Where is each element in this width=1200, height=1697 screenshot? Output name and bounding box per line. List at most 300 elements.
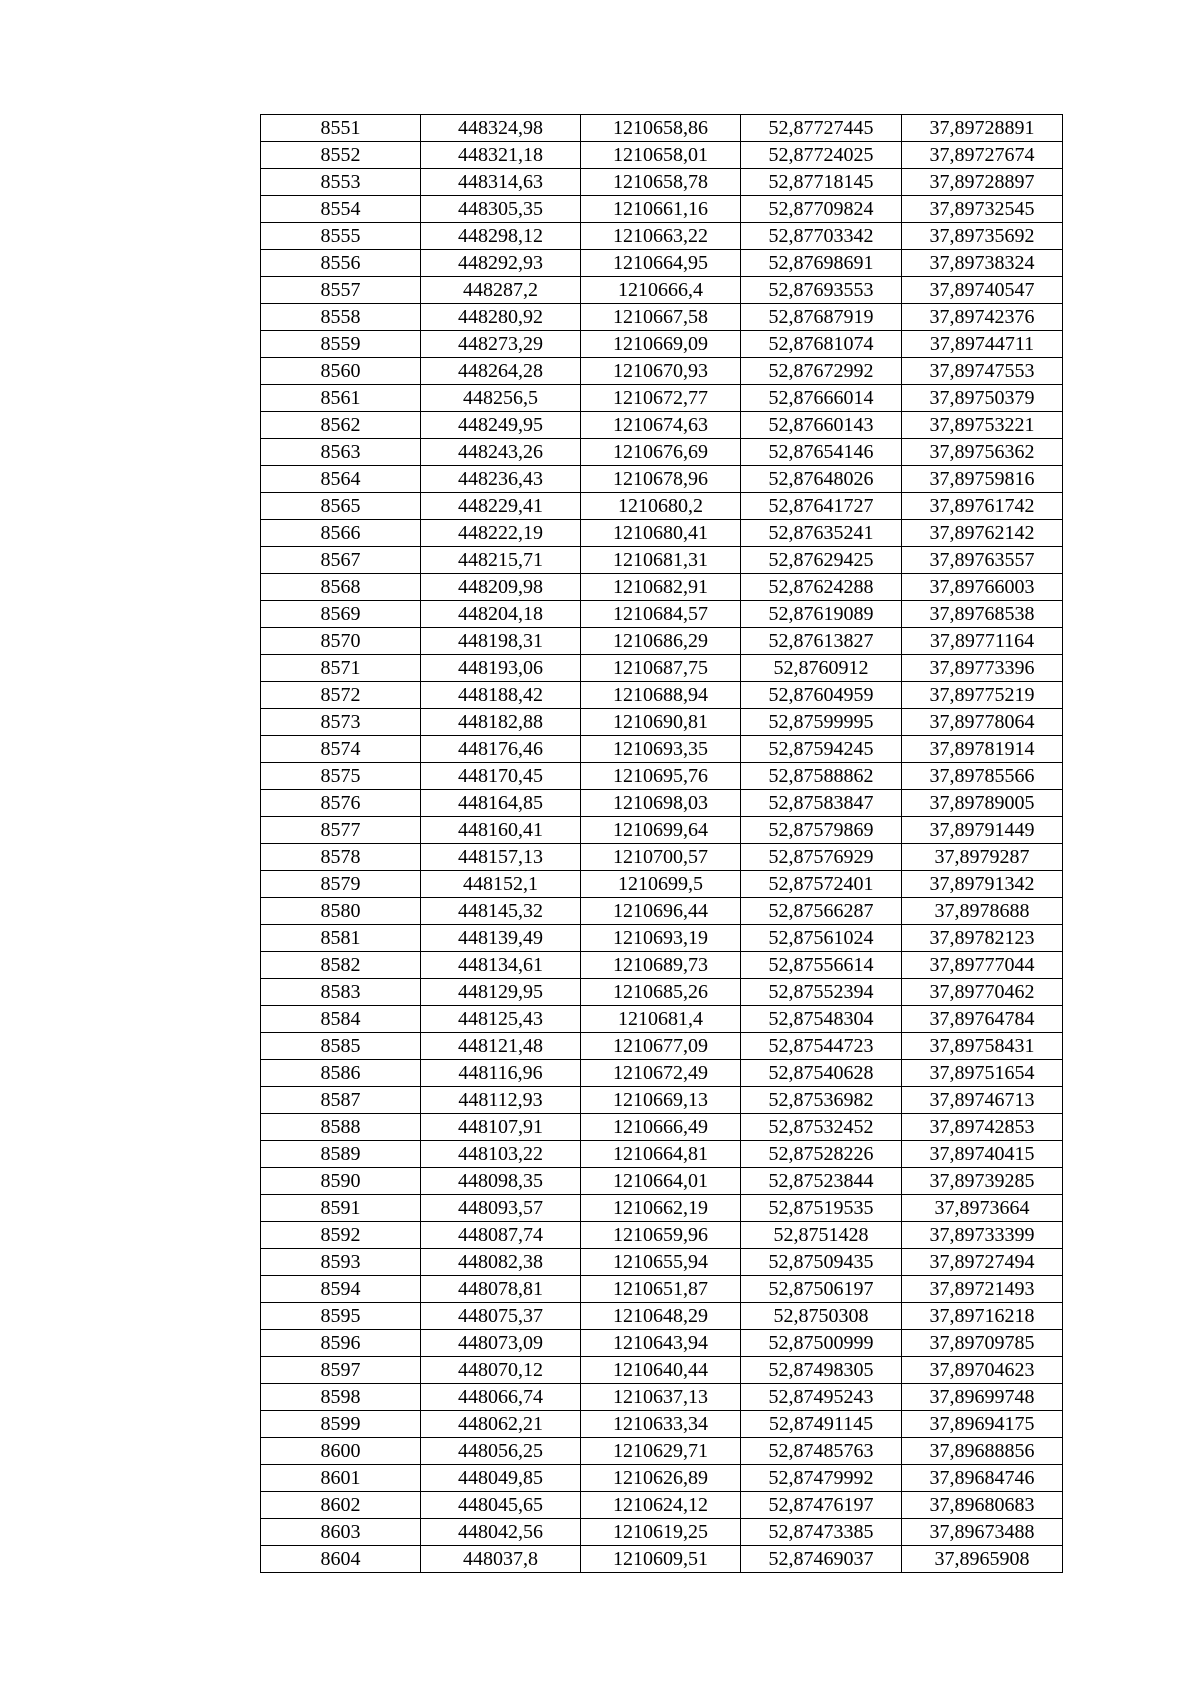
- point-number-cell: 8561: [261, 385, 421, 412]
- longitude-cell: 37,89763557: [902, 547, 1063, 574]
- longitude-cell: 37,89740547: [902, 277, 1063, 304]
- x-coordinate-cell: 448157,13: [421, 844, 581, 871]
- y-coordinate-cell: 1210693,35: [581, 736, 741, 763]
- y-coordinate-cell: 1210669,09: [581, 331, 741, 358]
- y-coordinate-cell: 1210666,49: [581, 1114, 741, 1141]
- longitude-cell: 37,89744711: [902, 331, 1063, 358]
- latitude-cell: 52,87532452: [741, 1114, 902, 1141]
- y-coordinate-cell: 1210664,95: [581, 250, 741, 277]
- point-number-cell: 8560: [261, 358, 421, 385]
- x-coordinate-cell: 448134,61: [421, 952, 581, 979]
- longitude-cell: 37,89770462: [902, 979, 1063, 1006]
- x-coordinate-cell: 448098,35: [421, 1168, 581, 1195]
- point-number-cell: 8573: [261, 709, 421, 736]
- latitude-cell: 52,87599995: [741, 709, 902, 736]
- point-number-cell: 8604: [261, 1546, 421, 1573]
- point-number-cell: 8569: [261, 601, 421, 628]
- y-coordinate-cell: 1210626,89: [581, 1465, 741, 1492]
- point-number-cell: 8553: [261, 169, 421, 196]
- longitude-cell: 37,89777044: [902, 952, 1063, 979]
- table-row: [261, 358, 1063, 385]
- table-row: [261, 547, 1063, 574]
- longitude-cell: 37,89781914: [902, 736, 1063, 763]
- latitude-cell: 52,87572401: [741, 871, 902, 898]
- table-row: [261, 1222, 1063, 1249]
- table-row: [261, 952, 1063, 979]
- table-row: [261, 223, 1063, 250]
- table-row: [261, 1249, 1063, 1276]
- x-coordinate-cell: 448075,37: [421, 1303, 581, 1330]
- y-coordinate-cell: 1210667,58: [581, 304, 741, 331]
- x-coordinate-cell: 448145,32: [421, 898, 581, 925]
- table-row: [261, 628, 1063, 655]
- x-coordinate-cell: 448324,98: [421, 115, 581, 142]
- x-coordinate-cell: 448056,25: [421, 1438, 581, 1465]
- x-coordinate-cell: 448188,42: [421, 682, 581, 709]
- x-coordinate-cell: 448182,88: [421, 709, 581, 736]
- point-number-cell: 8595: [261, 1303, 421, 1330]
- table-row: [261, 1492, 1063, 1519]
- point-number-cell: 8555: [261, 223, 421, 250]
- x-coordinate-cell: 448160,41: [421, 817, 581, 844]
- latitude-cell: 52,87588862: [741, 763, 902, 790]
- y-coordinate-cell: 1210663,22: [581, 223, 741, 250]
- y-coordinate-cell: 1210658,86: [581, 115, 741, 142]
- longitude-cell: 37,89735692: [902, 223, 1063, 250]
- longitude-cell: 37,8973664: [902, 1195, 1063, 1222]
- table-row: [261, 1546, 1063, 1573]
- x-coordinate-cell: 448204,18: [421, 601, 581, 628]
- longitude-cell: 37,89742853: [902, 1114, 1063, 1141]
- latitude-cell: 52,87629425: [741, 547, 902, 574]
- longitude-cell: 37,89688856: [902, 1438, 1063, 1465]
- x-coordinate-cell: 448287,2: [421, 277, 581, 304]
- y-coordinate-cell: 1210633,34: [581, 1411, 741, 1438]
- point-number-cell: 8596: [261, 1330, 421, 1357]
- y-coordinate-cell: 1210659,96: [581, 1222, 741, 1249]
- table-row: [261, 817, 1063, 844]
- table-row: [261, 412, 1063, 439]
- y-coordinate-cell: 1210666,4: [581, 277, 741, 304]
- latitude-cell: 52,87727445: [741, 115, 902, 142]
- table-row: [261, 1141, 1063, 1168]
- point-number-cell: 8567: [261, 547, 421, 574]
- latitude-cell: 52,87540628: [741, 1060, 902, 1087]
- table-row: [261, 1330, 1063, 1357]
- table-row: [261, 1033, 1063, 1060]
- latitude-cell: 52,87604959: [741, 682, 902, 709]
- y-coordinate-cell: 1210680,2: [581, 493, 741, 520]
- latitude-cell: 52,87473385: [741, 1519, 902, 1546]
- latitude-cell: 52,87648026: [741, 466, 902, 493]
- y-coordinate-cell: 1210677,09: [581, 1033, 741, 1060]
- table-row: [261, 1195, 1063, 1222]
- x-coordinate-cell: 448121,48: [421, 1033, 581, 1060]
- point-number-cell: 8586: [261, 1060, 421, 1087]
- longitude-cell: 37,89733399: [902, 1222, 1063, 1249]
- x-coordinate-cell: 448082,38: [421, 1249, 581, 1276]
- latitude-cell: 52,87556614: [741, 952, 902, 979]
- latitude-cell: 52,87506197: [741, 1276, 902, 1303]
- latitude-cell: 52,87548304: [741, 1006, 902, 1033]
- table-row: [261, 709, 1063, 736]
- y-coordinate-cell: 1210672,77: [581, 385, 741, 412]
- table-row: [261, 763, 1063, 790]
- y-coordinate-cell: 1210681,4: [581, 1006, 741, 1033]
- longitude-cell: 37,89694175: [902, 1411, 1063, 1438]
- point-number-cell: 8589: [261, 1141, 421, 1168]
- x-coordinate-cell: 448116,96: [421, 1060, 581, 1087]
- longitude-cell: 37,89778064: [902, 709, 1063, 736]
- latitude-cell: 52,87528226: [741, 1141, 902, 1168]
- longitude-cell: 37,89746713: [902, 1087, 1063, 1114]
- table-row: [261, 1357, 1063, 1384]
- latitude-cell: 52,87523844: [741, 1168, 902, 1195]
- point-number-cell: 8597: [261, 1357, 421, 1384]
- point-number-cell: 8565: [261, 493, 421, 520]
- longitude-cell: 37,89716218: [902, 1303, 1063, 1330]
- latitude-cell: 52,87500999: [741, 1330, 902, 1357]
- longitude-cell: 37,89773396: [902, 655, 1063, 682]
- table-row: [261, 979, 1063, 1006]
- point-number-cell: 8564: [261, 466, 421, 493]
- y-coordinate-cell: 1210609,51: [581, 1546, 741, 1573]
- y-coordinate-cell: 1210658,01: [581, 142, 741, 169]
- latitude-cell: 52,87724025: [741, 142, 902, 169]
- point-number-cell: 8587: [261, 1087, 421, 1114]
- y-coordinate-cell: 1210664,01: [581, 1168, 741, 1195]
- y-coordinate-cell: 1210672,49: [581, 1060, 741, 1087]
- longitude-cell: 37,89728897: [902, 169, 1063, 196]
- longitude-cell: 37,89728891: [902, 115, 1063, 142]
- longitude-cell: 37,89768538: [902, 601, 1063, 628]
- table-row: [261, 682, 1063, 709]
- y-coordinate-cell: 1210699,5: [581, 871, 741, 898]
- x-coordinate-cell: 448093,57: [421, 1195, 581, 1222]
- x-coordinate-cell: 448107,91: [421, 1114, 581, 1141]
- x-coordinate-cell: 448176,46: [421, 736, 581, 763]
- table-row: [261, 1303, 1063, 1330]
- x-coordinate-cell: 448129,95: [421, 979, 581, 1006]
- x-coordinate-cell: 448243,26: [421, 439, 581, 466]
- longitude-cell: 37,89739285: [902, 1168, 1063, 1195]
- latitude-cell: 52,87619089: [741, 601, 902, 628]
- table-row: [261, 1276, 1063, 1303]
- table-row: [261, 250, 1063, 277]
- latitude-cell: 52,87624288: [741, 574, 902, 601]
- table-row: [261, 142, 1063, 169]
- x-coordinate-cell: 448125,43: [421, 1006, 581, 1033]
- point-number-cell: 8554: [261, 196, 421, 223]
- longitude-cell: 37,89738324: [902, 250, 1063, 277]
- latitude-cell: 52,8751428: [741, 1222, 902, 1249]
- y-coordinate-cell: 1210629,71: [581, 1438, 741, 1465]
- table-row: [261, 169, 1063, 196]
- table-row: [261, 466, 1063, 493]
- y-coordinate-cell: 1210686,29: [581, 628, 741, 655]
- point-number-cell: 8556: [261, 250, 421, 277]
- longitude-cell: 37,89680683: [902, 1492, 1063, 1519]
- point-number-cell: 8581: [261, 925, 421, 952]
- longitude-cell: 37,8979287: [902, 844, 1063, 871]
- x-coordinate-cell: 448215,71: [421, 547, 581, 574]
- table-row: [261, 1060, 1063, 1087]
- coordinates-table: [260, 114, 1063, 1573]
- latitude-cell: 52,87698691: [741, 250, 902, 277]
- point-number-cell: 8559: [261, 331, 421, 358]
- longitude-cell: 37,89753221: [902, 412, 1063, 439]
- longitude-cell: 37,89732545: [902, 196, 1063, 223]
- y-coordinate-cell: 1210662,19: [581, 1195, 741, 1222]
- latitude-cell: 52,87709824: [741, 196, 902, 223]
- longitude-cell: 37,8978688: [902, 898, 1063, 925]
- x-coordinate-cell: 448292,93: [421, 250, 581, 277]
- table-row: [261, 655, 1063, 682]
- latitude-cell: 52,8760912: [741, 655, 902, 682]
- table-row: [261, 520, 1063, 547]
- table-row: [261, 1411, 1063, 1438]
- table-row: [261, 601, 1063, 628]
- y-coordinate-cell: 1210688,94: [581, 682, 741, 709]
- point-number-cell: 8601: [261, 1465, 421, 1492]
- table-row: [261, 1465, 1063, 1492]
- table-row: [261, 1114, 1063, 1141]
- y-coordinate-cell: 1210693,19: [581, 925, 741, 952]
- point-number-cell: 8600: [261, 1438, 421, 1465]
- y-coordinate-cell: 1210664,81: [581, 1141, 741, 1168]
- latitude-cell: 52,87660143: [741, 412, 902, 439]
- x-coordinate-cell: 448037,8: [421, 1546, 581, 1573]
- longitude-cell: 37,89785566: [902, 763, 1063, 790]
- longitude-cell: 37,89751654: [902, 1060, 1063, 1087]
- longitude-cell: 37,89789005: [902, 790, 1063, 817]
- point-number-cell: 8563: [261, 439, 421, 466]
- point-number-cell: 8578: [261, 844, 421, 871]
- table-row: [261, 1168, 1063, 1195]
- x-coordinate-cell: 448198,31: [421, 628, 581, 655]
- point-number-cell: 8602: [261, 1492, 421, 1519]
- y-coordinate-cell: 1210689,73: [581, 952, 741, 979]
- longitude-cell: 37,89766003: [902, 574, 1063, 601]
- latitude-cell: 52,87536982: [741, 1087, 902, 1114]
- x-coordinate-cell: 448193,06: [421, 655, 581, 682]
- latitude-cell: 52,87491145: [741, 1411, 902, 1438]
- y-coordinate-cell: 1210658,78: [581, 169, 741, 196]
- point-number-cell: 8568: [261, 574, 421, 601]
- longitude-cell: 37,8965908: [902, 1546, 1063, 1573]
- table-row: [261, 1006, 1063, 1033]
- y-coordinate-cell: 1210655,94: [581, 1249, 741, 1276]
- point-number-cell: 8599: [261, 1411, 421, 1438]
- x-coordinate-cell: 448062,21: [421, 1411, 581, 1438]
- table-row: [261, 277, 1063, 304]
- x-coordinate-cell: 448236,43: [421, 466, 581, 493]
- point-number-cell: 8579: [261, 871, 421, 898]
- x-coordinate-cell: 448152,1: [421, 871, 581, 898]
- table-row: [261, 871, 1063, 898]
- latitude-cell: 52,87693553: [741, 277, 902, 304]
- y-coordinate-cell: 1210678,96: [581, 466, 741, 493]
- point-number-cell: 8577: [261, 817, 421, 844]
- point-number-cell: 8572: [261, 682, 421, 709]
- longitude-cell: 37,89742376: [902, 304, 1063, 331]
- point-number-cell: 8594: [261, 1276, 421, 1303]
- x-coordinate-cell: 448170,45: [421, 763, 581, 790]
- point-number-cell: 8576: [261, 790, 421, 817]
- y-coordinate-cell: 1210661,16: [581, 196, 741, 223]
- point-number-cell: 8585: [261, 1033, 421, 1060]
- point-number-cell: 8588: [261, 1114, 421, 1141]
- longitude-cell: 37,89759816: [902, 466, 1063, 493]
- table-row: [261, 196, 1063, 223]
- latitude-cell: 52,87579869: [741, 817, 902, 844]
- y-coordinate-cell: 1210670,93: [581, 358, 741, 385]
- table-row: [261, 1519, 1063, 1546]
- table-row: [261, 736, 1063, 763]
- x-coordinate-cell: 448049,85: [421, 1465, 581, 1492]
- y-coordinate-cell: 1210674,63: [581, 412, 741, 439]
- point-number-cell: 8552: [261, 142, 421, 169]
- latitude-cell: 52,87666014: [741, 385, 902, 412]
- x-coordinate-cell: 448045,65: [421, 1492, 581, 1519]
- table-row: [261, 385, 1063, 412]
- latitude-cell: 52,87479992: [741, 1465, 902, 1492]
- y-coordinate-cell: 1210685,26: [581, 979, 741, 1006]
- latitude-cell: 52,87498305: [741, 1357, 902, 1384]
- latitude-cell: 52,87566287: [741, 898, 902, 925]
- latitude-cell: 52,87576929: [741, 844, 902, 871]
- y-coordinate-cell: 1210669,13: [581, 1087, 741, 1114]
- x-coordinate-cell: 448139,49: [421, 925, 581, 952]
- y-coordinate-cell: 1210695,76: [581, 763, 741, 790]
- latitude-cell: 52,87654146: [741, 439, 902, 466]
- x-coordinate-cell: 448273,29: [421, 331, 581, 358]
- x-coordinate-cell: 448078,81: [421, 1276, 581, 1303]
- latitude-cell: 52,87681074: [741, 331, 902, 358]
- x-coordinate-cell: 448256,5: [421, 385, 581, 412]
- y-coordinate-cell: 1210651,87: [581, 1276, 741, 1303]
- latitude-cell: 52,87519535: [741, 1195, 902, 1222]
- latitude-cell: 52,87552394: [741, 979, 902, 1006]
- point-number-cell: 8583: [261, 979, 421, 1006]
- longitude-cell: 37,89704623: [902, 1357, 1063, 1384]
- table-row: [261, 331, 1063, 358]
- y-coordinate-cell: 1210643,94: [581, 1330, 741, 1357]
- x-coordinate-cell: 448073,09: [421, 1330, 581, 1357]
- longitude-cell: 37,89750379: [902, 385, 1063, 412]
- longitude-cell: 37,89740415: [902, 1141, 1063, 1168]
- point-number-cell: 8575: [261, 763, 421, 790]
- table-row: [261, 1438, 1063, 1465]
- latitude-cell: 52,87509435: [741, 1249, 902, 1276]
- longitude-cell: 37,89747553: [902, 358, 1063, 385]
- longitude-cell: 37,89727674: [902, 142, 1063, 169]
- x-coordinate-cell: 448087,74: [421, 1222, 581, 1249]
- table-row: [261, 115, 1063, 142]
- latitude-cell: 52,87641727: [741, 493, 902, 520]
- longitude-cell: 37,89709785: [902, 1330, 1063, 1357]
- latitude-cell: 52,87485763: [741, 1438, 902, 1465]
- table-row: [261, 844, 1063, 871]
- x-coordinate-cell: 448222,19: [421, 520, 581, 547]
- y-coordinate-cell: 1210684,57: [581, 601, 741, 628]
- x-coordinate-cell: 448249,95: [421, 412, 581, 439]
- y-coordinate-cell: 1210624,12: [581, 1492, 741, 1519]
- point-number-cell: 8593: [261, 1249, 421, 1276]
- longitude-cell: 37,89673488: [902, 1519, 1063, 1546]
- y-coordinate-cell: 1210637,13: [581, 1384, 741, 1411]
- y-coordinate-cell: 1210700,57: [581, 844, 741, 871]
- longitude-cell: 37,89756362: [902, 439, 1063, 466]
- latitude-cell: 52,87495243: [741, 1384, 902, 1411]
- y-coordinate-cell: 1210640,44: [581, 1357, 741, 1384]
- y-coordinate-cell: 1210698,03: [581, 790, 741, 817]
- point-number-cell: 8584: [261, 1006, 421, 1033]
- y-coordinate-cell: 1210687,75: [581, 655, 741, 682]
- longitude-cell: 37,89775219: [902, 682, 1063, 709]
- point-number-cell: 8558: [261, 304, 421, 331]
- point-number-cell: 8591: [261, 1195, 421, 1222]
- latitude-cell: 52,8750308: [741, 1303, 902, 1330]
- table-row: [261, 1384, 1063, 1411]
- point-number-cell: 8590: [261, 1168, 421, 1195]
- latitude-cell: 52,87672992: [741, 358, 902, 385]
- table-row: [261, 493, 1063, 520]
- y-coordinate-cell: 1210681,31: [581, 547, 741, 574]
- point-number-cell: 8570: [261, 628, 421, 655]
- point-number-cell: 8562: [261, 412, 421, 439]
- coordinates-table-body: [261, 115, 1063, 1573]
- table-row: [261, 925, 1063, 952]
- longitude-cell: 37,89727494: [902, 1249, 1063, 1276]
- point-number-cell: 8598: [261, 1384, 421, 1411]
- x-coordinate-cell: 448321,18: [421, 142, 581, 169]
- y-coordinate-cell: 1210699,64: [581, 817, 741, 844]
- x-coordinate-cell: 448264,28: [421, 358, 581, 385]
- longitude-cell: 37,89762142: [902, 520, 1063, 547]
- latitude-cell: 52,87583847: [741, 790, 902, 817]
- point-number-cell: 8571: [261, 655, 421, 682]
- x-coordinate-cell: 448066,74: [421, 1384, 581, 1411]
- table-row: [261, 790, 1063, 817]
- longitude-cell: 37,89771164: [902, 628, 1063, 655]
- table-row: [261, 304, 1063, 331]
- point-number-cell: 8582: [261, 952, 421, 979]
- x-coordinate-cell: 448042,56: [421, 1519, 581, 1546]
- point-number-cell: 8557: [261, 277, 421, 304]
- longitude-cell: 37,89761742: [902, 493, 1063, 520]
- y-coordinate-cell: 1210696,44: [581, 898, 741, 925]
- x-coordinate-cell: 448280,92: [421, 304, 581, 331]
- point-number-cell: 8603: [261, 1519, 421, 1546]
- table-row: [261, 439, 1063, 466]
- x-coordinate-cell: 448298,12: [421, 223, 581, 250]
- longitude-cell: 37,89764784: [902, 1006, 1063, 1033]
- y-coordinate-cell: 1210682,91: [581, 574, 741, 601]
- y-coordinate-cell: 1210619,25: [581, 1519, 741, 1546]
- point-number-cell: 8551: [261, 115, 421, 142]
- x-coordinate-cell: 448314,63: [421, 169, 581, 196]
- table-row: [261, 898, 1063, 925]
- y-coordinate-cell: 1210648,29: [581, 1303, 741, 1330]
- x-coordinate-cell: 448229,41: [421, 493, 581, 520]
- x-coordinate-cell: 448112,93: [421, 1087, 581, 1114]
- longitude-cell: 37,89721493: [902, 1276, 1063, 1303]
- point-number-cell: 8574: [261, 736, 421, 763]
- x-coordinate-cell: 448209,98: [421, 574, 581, 601]
- table-row: [261, 1087, 1063, 1114]
- latitude-cell: 52,87703342: [741, 223, 902, 250]
